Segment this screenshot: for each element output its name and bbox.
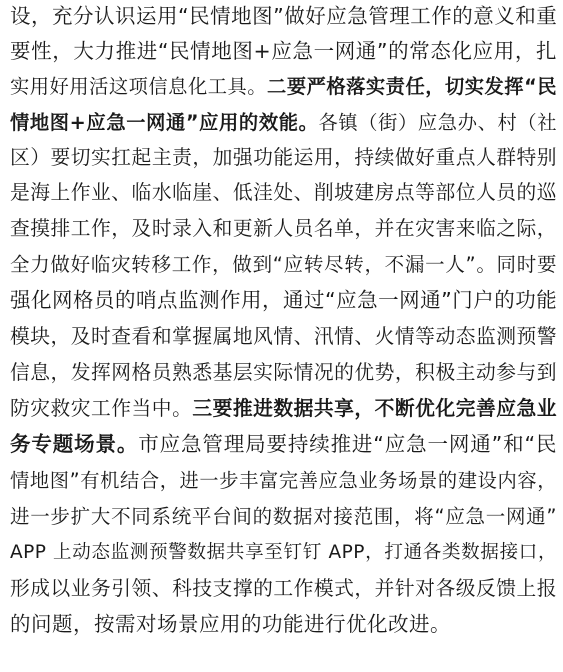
text-line: [10, 212, 557, 245]
bold-heading-segment: 三要推进数据共享，不断优化完善应急业: [192, 397, 557, 420]
text-segment: 区）要切实扛起主责，加强功能运用，持续做好重点人群特别: [10, 146, 557, 169]
text-line: [10, 176, 557, 209]
text-segment: 实用好用活这项信息化工具。: [10, 75, 268, 98]
text-line: [10, 500, 557, 533]
text-segment: 形成以业务引领、科技支撑的工作模式，并针对各级反馈上报: [10, 577, 557, 600]
text-line: [10, 106, 557, 139]
text-line: [10, 536, 557, 569]
text-line: [10, 284, 557, 317]
text-line: [10, 141, 557, 174]
text-line-last: [10, 608, 557, 641]
text-segment: 查摸排工作，及时录入和更新人员名单，并在灾害来临之际，: [10, 217, 557, 240]
text-segment: 进一步扩大不同系统平台间的数据对接范围，将“应急一网通”: [10, 505, 557, 528]
text-segment: 情地图”有机结合，进一步丰富完善应急业务场景的建设内容，: [10, 469, 557, 492]
text-segment: 设，充分认识运用“民情地图”做好应急管理工作的意义和重: [10, 4, 558, 28]
text-segment: 全力做好临灾转移工作，做到“应转尽转，不漏一人”。同时要: [10, 253, 557, 276]
text-line: [10, 428, 557, 461]
text-segment: 模块，及时查看和掌握属地风情、汛情、火情等动态监测预警: [10, 325, 557, 348]
text-segment: APP 上动态监测预警数据共享至钉钉 APP，打通各类数据接口，: [10, 542, 557, 563]
text-line: [10, 70, 557, 103]
text-segment: 信息，发挥网格员熟悉基层实际情况的优势，积极主动参与到: [10, 361, 557, 384]
text-line: [10, 392, 557, 425]
text-line: [10, 356, 557, 389]
text-segment: 要性，大力推进“民情地图+应急一网通”的常态化应用，扎: [10, 39, 557, 63]
bold-heading-segment: 务专题场景。: [10, 432, 139, 456]
text-line: [10, 0, 557, 33]
text-segment: 各镇（街）应急办、村（社: [318, 111, 557, 134]
text-line: [10, 572, 557, 605]
text-line: [10, 464, 557, 497]
text-line: [10, 35, 557, 68]
text-segment: 市应急管理局要持续推进“应急一网通”和“民: [138, 432, 557, 456]
text-segment: 防灾救灾工作当中。: [10, 397, 193, 420]
text-segment: 的问题，按需对场景应用的功能进行优化改进。: [10, 612, 451, 636]
text-segment: 强化网格员的哨点监测作用，通过“应急一网通”门户的功能: [10, 288, 558, 312]
bold-heading-segment: 二要严格落实责任，切实发挥“民: [267, 75, 558, 98]
bold-heading-segment: 情地图+应急一网通”应用的效能。: [10, 111, 319, 134]
text-line: [10, 248, 557, 281]
text-segment: 是海上作业、临水临崖、低洼处、削坡建房点等部位人员的巡: [10, 181, 557, 204]
text-line: [10, 320, 557, 353]
